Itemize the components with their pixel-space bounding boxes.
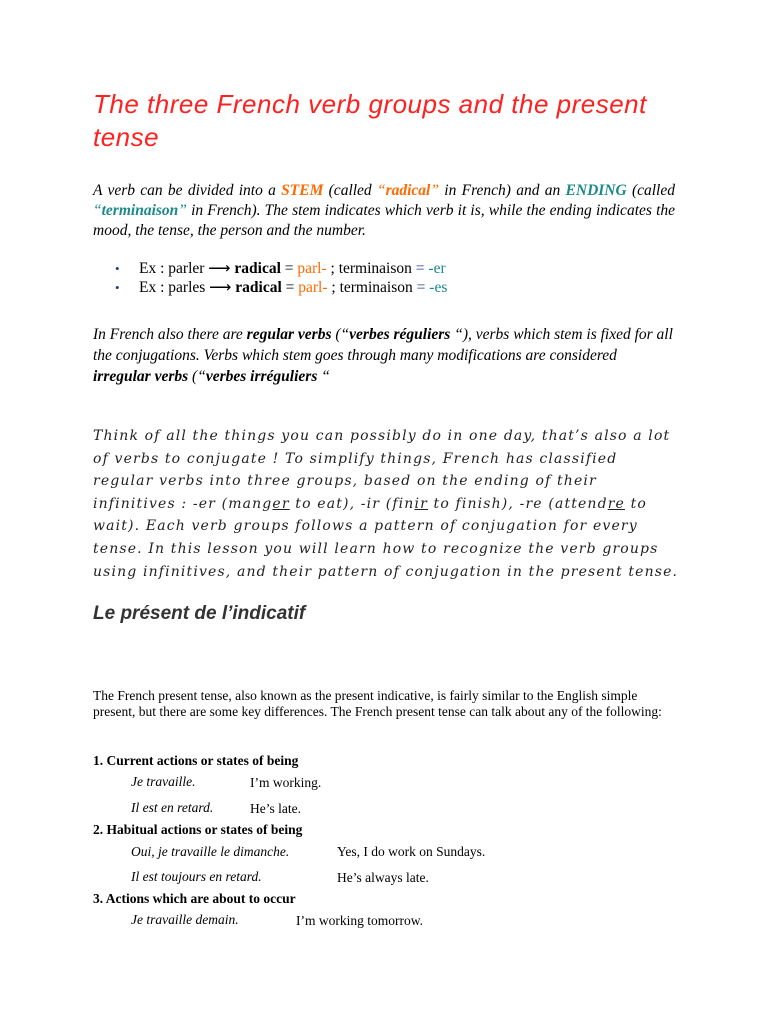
french-example: Je travaille. (131, 774, 196, 789)
regular-text: “), verbs which stem is fixed for all the conjugations. Verbs which stem goes through many modifications are considered (93, 326, 673, 364)
verbes-reguliers-term: verbes réguliers (349, 326, 451, 343)
underlined-ending: er (272, 495, 290, 512)
quote-mark: ” (178, 202, 187, 219)
example-prefix: Ex : parles ⟶ (139, 279, 236, 296)
radical-value: parl- (298, 279, 328, 296)
radical-label: radical (234, 260, 281, 277)
english-translation: He’s late. (250, 801, 301, 816)
intro-text: (called (626, 182, 675, 199)
intro-paragraph (93, 181, 675, 241)
underlined-ending: ir (414, 495, 428, 512)
bullet-icon: • (115, 261, 120, 276)
ending-value: -es (429, 279, 448, 296)
equals-sign: = (415, 260, 429, 277)
ending-value: -er (428, 260, 446, 277)
example-item (93, 278, 447, 297)
english-translation: Yes, I do work on Sundays. (337, 844, 486, 859)
quote-mark: “ (376, 182, 386, 199)
french-example: Il est en retard. (131, 800, 214, 815)
verb-groups-paragraph (93, 425, 683, 583)
present-tense-paragraph: The French present tense, also known as the present indicative, is fairly similar to the English simple present, but there are some key differences. The French present tense can talk about any of the following: (93, 688, 662, 719)
section-heading: 2. Habitual actions or states of being (93, 822, 303, 837)
think-text: to wait). Each verb groups follows a pattern of conjugation for every tense. In this lesson you will learn how to recognize the verb groups using infinitives, and their pattern of conjugation in the present tense. (93, 495, 679, 580)
regular-verbs-paragraph (93, 324, 673, 387)
regular-text: “ (317, 368, 330, 385)
example-list (93, 259, 447, 297)
intro-text: in French). The stem indicates which verb it is, while the ending indicates the mood, the tense, the person and the number. (93, 202, 675, 239)
quote-mark: ” (430, 182, 439, 199)
think-text: Think of all the things you can possibly do in one day, that’s also a lot of verbs to conjugate ! To simplify things, French has classified regular verbs into three groups, based on the ending of their infinitives : -er (mang (93, 428, 671, 512)
french-example: Je travaille demain. (131, 912, 239, 927)
underlined-ending: re (607, 495, 625, 512)
think-text: to finish), -re (attend (427, 495, 608, 512)
example-prefix: Ex : parler ⟶ (139, 260, 235, 277)
english-translation: I’m working. (250, 775, 322, 790)
radical-value: parl- (297, 260, 327, 277)
example-separator: ; terminaison (326, 260, 416, 277)
section-title: Le présent de l’indicatif (93, 603, 306, 624)
regular-text: In French also there are (93, 326, 247, 343)
equals-sign: = (280, 260, 298, 277)
equals-sign: = (281, 279, 299, 296)
verbes-irreguliers-term: verbes irréguliers (205, 368, 318, 385)
regular-text: (“ (188, 368, 206, 385)
radical-term: radical (385, 182, 431, 199)
stem-term: STEM (281, 182, 324, 199)
equals-sign: = (416, 279, 430, 296)
example-item (93, 259, 447, 278)
french-example: Oui, je travaille le dimanche. (131, 844, 290, 859)
section-heading: 1. Current actions or states of being (93, 753, 299, 768)
french-example: Il est toujours en retard. (131, 869, 262, 884)
ending-term: ENDING (565, 182, 627, 199)
irregular-verbs-term: irregular verbs (93, 368, 189, 385)
page-title: The three French verb groups and the present tense (93, 89, 647, 152)
intro-text: in French) and an (439, 182, 566, 199)
section-heading: 3. Actions which are about to occur (93, 891, 296, 906)
think-text: to eat), -ir (fin (289, 495, 415, 512)
regular-text: (“ (331, 326, 350, 343)
terminaison-term: terminaison (101, 202, 179, 219)
english-translation: I’m working tomorrow. (296, 913, 423, 928)
regular-verbs-term: regular verbs (246, 326, 332, 343)
intro-text: A verb can be divided into a (93, 182, 282, 199)
radical-label: radical (235, 279, 282, 296)
bullet-icon: • (115, 280, 120, 295)
intro-text: (called (323, 182, 377, 199)
example-separator: ; terminaison (327, 279, 417, 296)
quote-mark: “ (93, 202, 102, 219)
english-translation: He’s always late. (337, 870, 429, 885)
